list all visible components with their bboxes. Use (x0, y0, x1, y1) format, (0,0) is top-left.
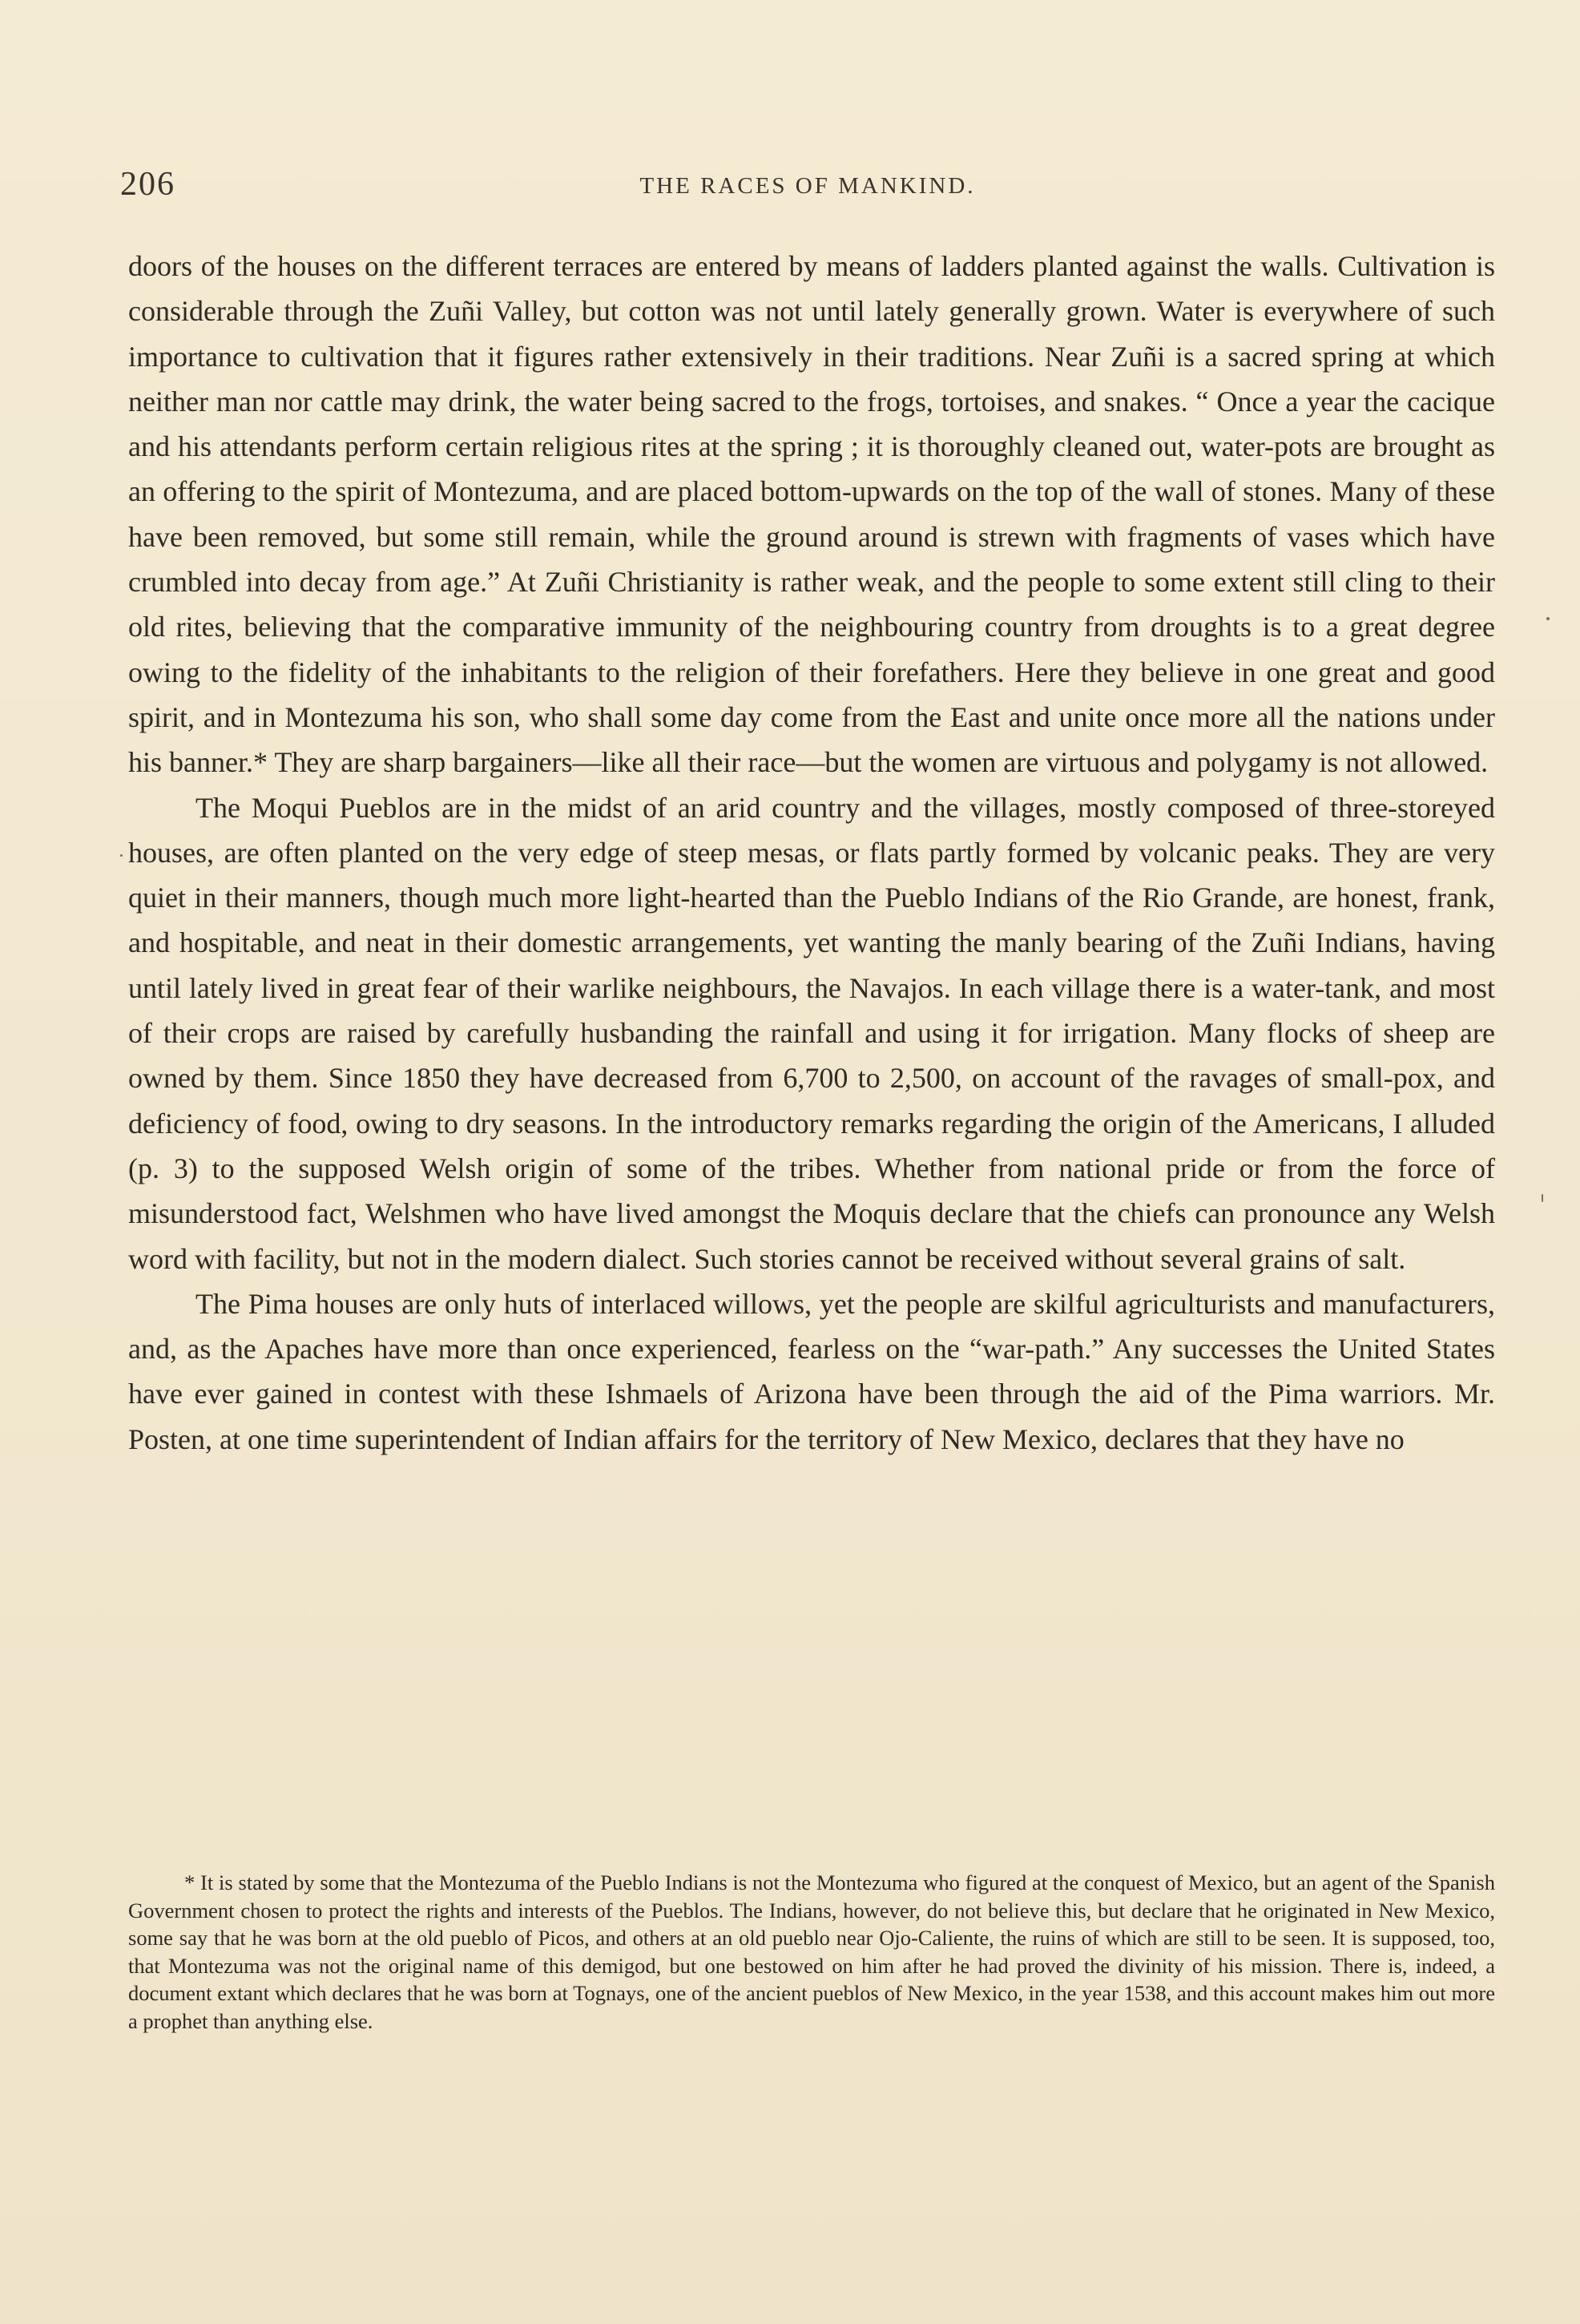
paper-speck (1546, 617, 1550, 620)
paragraph-zuni: doors of the houses on the different terraces are entered by means of ladders planted against the walls. Cultivation is considerable through the Zuñi Valley, but cotton was not until lately generally grown. Water is everywhere of such importance to cultivation that it figures rather extensively in their traditions. Near Zuñi is a sacred spring at which neither man nor cattle may drink, the water being sacred to the frogs, tortoises, and snakes. “ Once a year the cacique and his attendants perform certain religious rites at the spring ; it is thoroughly cleaned out, water-pots are brought as an offering to the spirit of Montezuma, and are placed bottom-upwards on the top of the wall of stones. Many of these have been removed, but some still remain, while the ground around is strewn with fragments of vases which have crumbled into decay from age.” At Zuñi Christianity is rather weak, and the people to some extent still cling to their old rites, believing that the comparative immunity of the neighbouring country from droughts is to a great degree owing to the fidelity of the inhabitants to the religion of their forefathers. Here they believe in one great and good spirit, and in Montezuma his son, who shall some day come from the East and unite once more all the nations under his banner.* They are sharp bargainers—like all their race—but the women are virtuous and polygamy is not allowed. (128, 250, 1495, 779)
footnote: * It is stated by some that the Montezuma of the Pueblo Indians is not the Montezuma who figured at the conquest of Mexico, but an agent of the Spanish Government chosen to protect the rights and interests of the Pueblos. The Indians, however, do not believe this, but declare that he originated in New Mexico, some say that he was born at the old pueblo of Picos, and others at an old pueblo near Ojo-Caliente, the ruins of which are still to be seen. It is supposed, too, that Montezuma was not the original name of this demigod, but one bestowed on him after he had proved the divinity of his mission. There is, indeed, a document extant which declares that he was born at Tognays, one of the ancient pueblos of New Mexico, in the year 1538, and this account makes him out more a prophet than anything else. (128, 1870, 1495, 2033)
paper-speck (120, 854, 123, 857)
paper-speck (1542, 1194, 1543, 1202)
running-head (120, 165, 1495, 207)
running-title: THE RACES OF MANKIND. (639, 173, 976, 199)
main-text (128, 244, 1495, 1462)
paragraph-moqui: The Moqui Pueblos are in the midst of an arid country and the villages, mostly composed of three-storeyed houses, are often planted on the very edge of steep mesas, or flats partly formed by volcanic peaks. They are very quiet in their manners, though much more light-hearted than the Pueblo Indians of the Rio Grande, are honest, frank, and hospitable, and neat in their domestic arrangements, yet wanting the manly bearing of the Zuñi Indians, having until lately lived in great fear of their warlike neighbours, the Navajos. In each village there is a water-tank, and most of their crops are raised by carefully husbanding the rainfall and using it for irrigation. Many flocks of sheep are owned by them. Since 1850 they have decreased from 6,700 to 2,500, on account of the ravages of small-pox, and deficiency of food, owing to dry seasons. In the introductory remarks regarding the origin of the Americans, I alluded (p. 3) to the supposed Welsh origin of some of the tribes. Whether from national pride or from the force of misunderstood fact, Welshmen who have lived amongst the Moquis declare that the chiefs can pronounce any Welsh word with facility, but not in the modern dialect. Such stories cannot be received without several grains of salt. (128, 791, 1495, 1275)
paragraph-pima: The Pima houses are only huts of interlaced willows, yet the people are skilful agriculturists and manufacturers, and, as the Apaches have more than once experienced, fearless on the “war-path.” Any successes the United States have ever gained in contest with these Ishmaels of Arizona have been through the aid of the Pima warriors. Mr. Posten, at one time superintendent of Indian affairs for the territory of New Mexico, declares that they have no (128, 1287, 1495, 1455)
page-number: 206 (120, 166, 175, 203)
